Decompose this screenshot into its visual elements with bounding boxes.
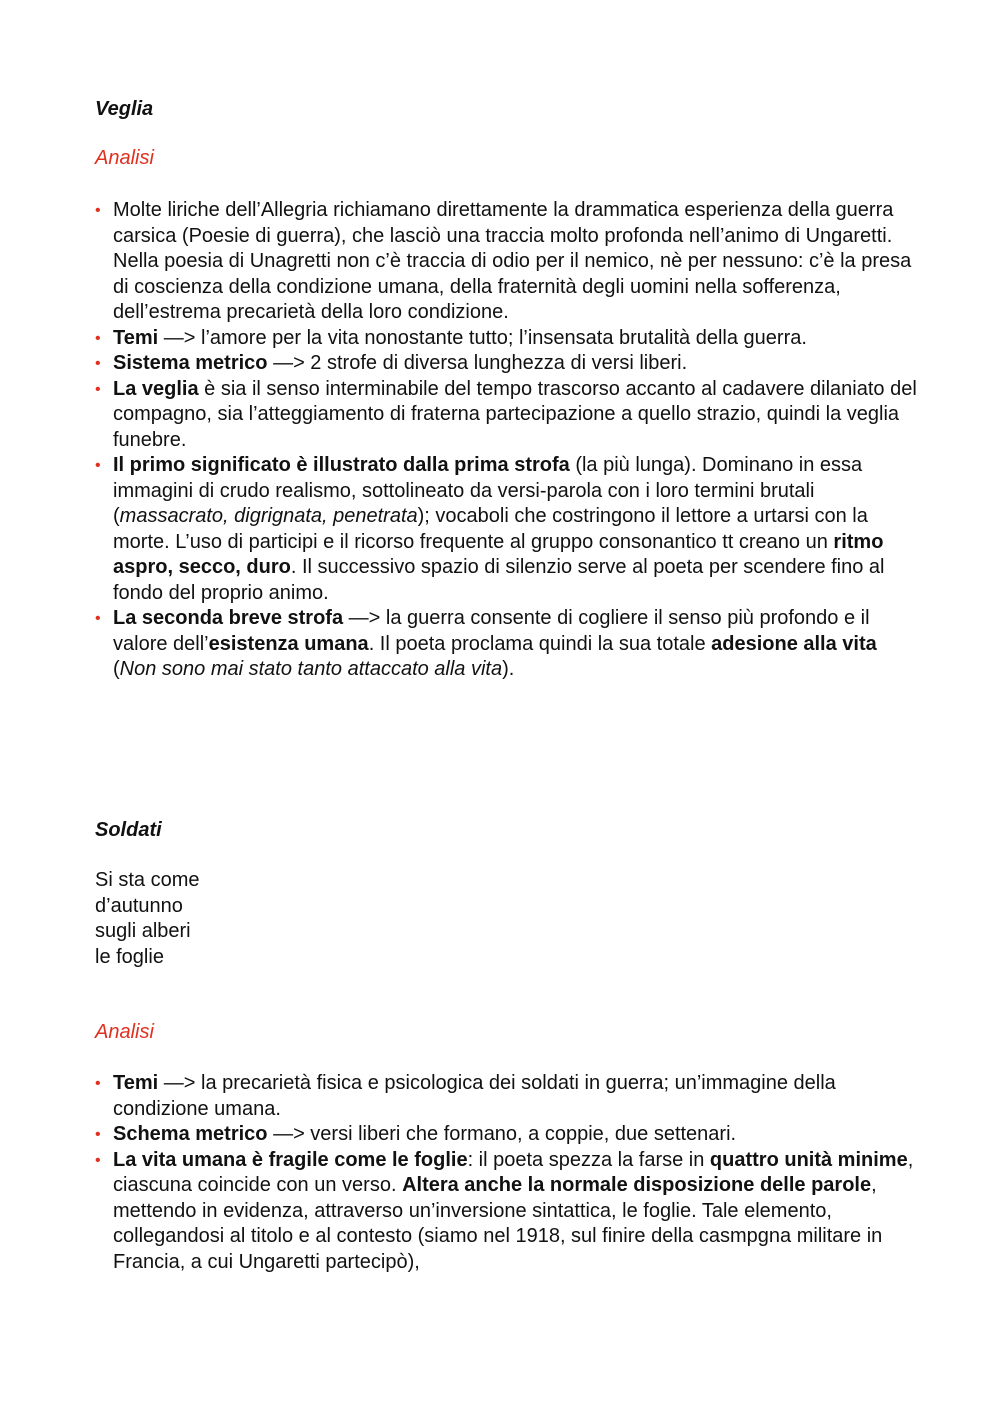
bold-text: Il primo significato è illustrato dalla prima strofa	[113, 454, 570, 476]
body-text: . Il successivo spazio di silenzio serve al poeta per scendere fino al fondo del proprio animo.	[113, 556, 885, 604]
body-text: (	[113, 658, 120, 680]
bold-text: Sistema metrico	[113, 352, 268, 374]
italic-text: Non sono mai stato tanto attaccato alla vita	[119, 658, 503, 680]
body-text: —> la guerra consente di cogliere il senso più profondo e il valore dell’	[113, 607, 870, 655]
bold-text: ritmo aspro, secco, duro	[113, 530, 884, 578]
poem-line: d’autunno	[95, 894, 183, 917]
section-title-soldati: Soldati	[95, 819, 162, 841]
body-text: —> 2 strofe di diversa lunghezza di versi liberi.	[267, 352, 688, 374]
body-text: è sia il senso interminabile del tempo trascorso accanto al cadavere dilaniato del compagno, sia l’atteggiamento di fraterna partecipazione a quello strazio, quindi la veglia funebre.	[113, 377, 917, 451]
body-text: ).	[502, 658, 515, 680]
bullet-marker: •	[95, 329, 101, 347]
list-item	[95, 1148, 925, 1276]
list-item	[95, 326, 925, 352]
analisi-heading-soldati: Analisi	[95, 1021, 154, 1043]
veglia-bullet-list	[95, 198, 925, 683]
bold-text: La seconda breve strofa	[113, 607, 344, 629]
body-text: —> l’amore per la vita nonostante tutto; l’insensata brutalità della guerra.	[158, 326, 807, 349]
bold-text: adesione alla vita	[711, 632, 877, 655]
bullet-marker: •	[95, 610, 101, 627]
body-text: ); vocaboli che costringono il lettore a urtarsi con la morte. L’uso di participi e il ricorso frequente al gruppo consonantico tt creano un	[113, 505, 868, 553]
bullet-marker: •	[95, 1075, 101, 1092]
list-item	[95, 351, 925, 377]
poem-line: le foglie	[95, 945, 164, 968]
poem-line: Si sta come	[95, 869, 200, 891]
list-item	[95, 377, 925, 454]
body-text: Molte liriche dell’Allegria richiamano direttamente la drammatica esperienza della guerra carsica (Poesie di guerra), che lasciò una traccia molto profonda nell’animo di Ungaretti. Nella poesia di Unagretti non c’è traccia di odio per il nemico, nè per nessuno: c’è la presa di coscienza della condizione umana, della fraternità degli uomini nella sofferenza, dell’estrema precarietà della loro condizione.	[113, 199, 912, 323]
body-text: , ciascuna coincide con un verso.	[113, 1148, 914, 1196]
section-title-veglia: Veglia	[95, 98, 154, 120]
bold-text: La vita umana è fragile come le foglie	[113, 1148, 468, 1171]
bold-text: quattro unità minime	[709, 1148, 908, 1171]
bullet-marker: •	[95, 1126, 101, 1143]
bold-text: Temi	[113, 326, 159, 349]
bold-text: La veglia	[113, 377, 199, 400]
body-text: —> versi liberi che formano, a coppie, due settenari.	[267, 1123, 737, 1145]
bold-text: Temi	[113, 1072, 159, 1094]
list-item	[95, 606, 925, 683]
italic-text: massacrato, digrignata, penetrata	[119, 505, 418, 527]
bold-text: esistenza umana	[208, 632, 369, 655]
bullet-marker: •	[95, 380, 101, 398]
list-item	[95, 198, 925, 326]
body-text: (la più lunga). Dominano in essa immagini di crudo realismo, sottolineato da versi-parola con i loro termini brutali (	[113, 454, 863, 527]
bullet-marker: •	[95, 202, 101, 219]
body-text: : il poeta spezza la farse in	[467, 1148, 710, 1171]
bullet-marker: •	[95, 457, 101, 474]
body-text: , mettendo in evidenza, attraverso un’inversione sintattica, le foglie. Tale elemento, collegandosi al titolo e al contesto (siamo nel 1918, sul finire della casmpgna militare in Francia, a cui Ungaretti partecipò),	[113, 1174, 883, 1273]
body-text: —> la precarietà fisica e psicologica dei soldati in guerra; un’immagine della condizione umana.	[113, 1072, 836, 1120]
body-text: . Il poeta proclama quindi la sua totale	[368, 632, 712, 655]
bold-text: Schema metrico	[113, 1123, 268, 1145]
list-item	[95, 453, 925, 606]
bullet-marker: •	[95, 1151, 101, 1169]
poem-line: sugli alberi	[95, 920, 191, 942]
bold-text: Altera anche la normale disposizione delle parole	[402, 1174, 872, 1196]
list-item	[95, 1071, 925, 1122]
bullet-marker: •	[95, 355, 101, 372]
analisi-heading-veglia: Analisi	[95, 147, 154, 169]
soldati-bullet-list	[95, 1071, 925, 1275]
soldati-poem	[95, 868, 199, 970]
list-item	[95, 1122, 925, 1148]
